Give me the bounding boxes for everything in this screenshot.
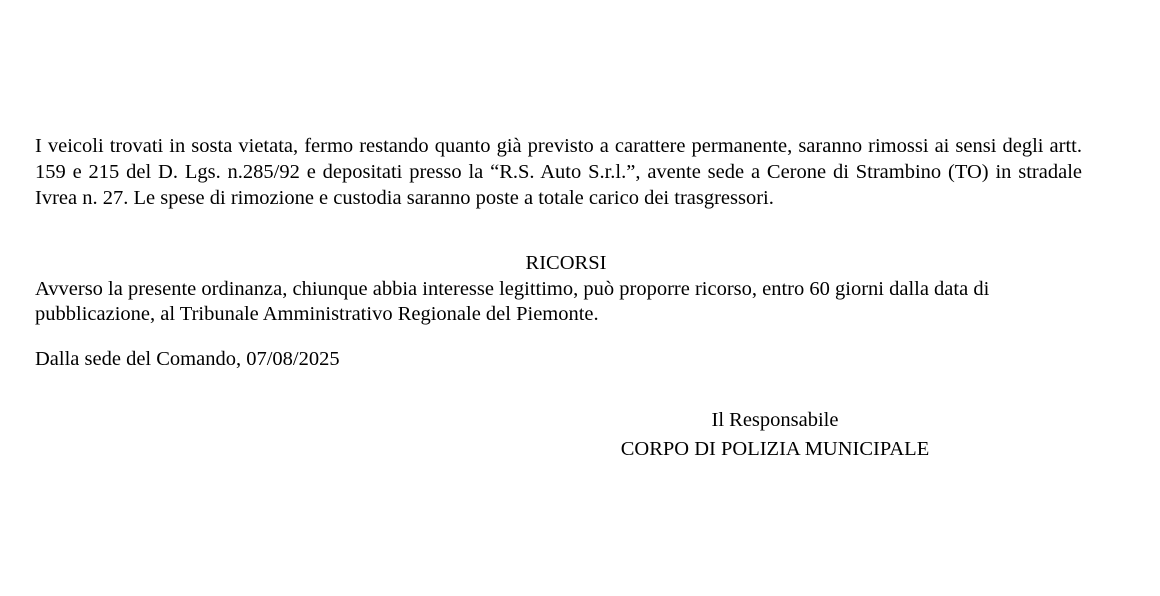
signature-block: [560, 406, 990, 464]
signature-role: Il Responsabile: [711, 409, 839, 431]
appeals-heading: RICORSI: [525, 252, 607, 274]
appeals-paragraph: Avverso la presente ordinanza, chiunque abbia interesse legittimo, può proporre ricorso, entro 60 giorni dalla data di pubblicazione, al Tribunale Amministrativo Regionale del Piemonte.: [35, 278, 990, 325]
signature-department: CORPO DI POLIZIA MUNICIPALE: [620, 438, 930, 460]
vehicle-removal-paragraph: I veicoli trovati in sosta vietata, fermo restando quanto già previsto a carattere permanente, saranno rimossi ai sensi degli artt. 159 e 215 del D. Lgs. n.285/92 e depositati presso la “R.S. Auto S.r.l.”, avente sede a Cerone di Strambino (TO) in stradale Ivrea n. 27. Le spese di rimozione e custodia saranno poste a totale carico dei trasgressori.: [35, 135, 1082, 209]
place-date-line: Dalla sede del Comando, 07/08/2025: [35, 348, 340, 370]
